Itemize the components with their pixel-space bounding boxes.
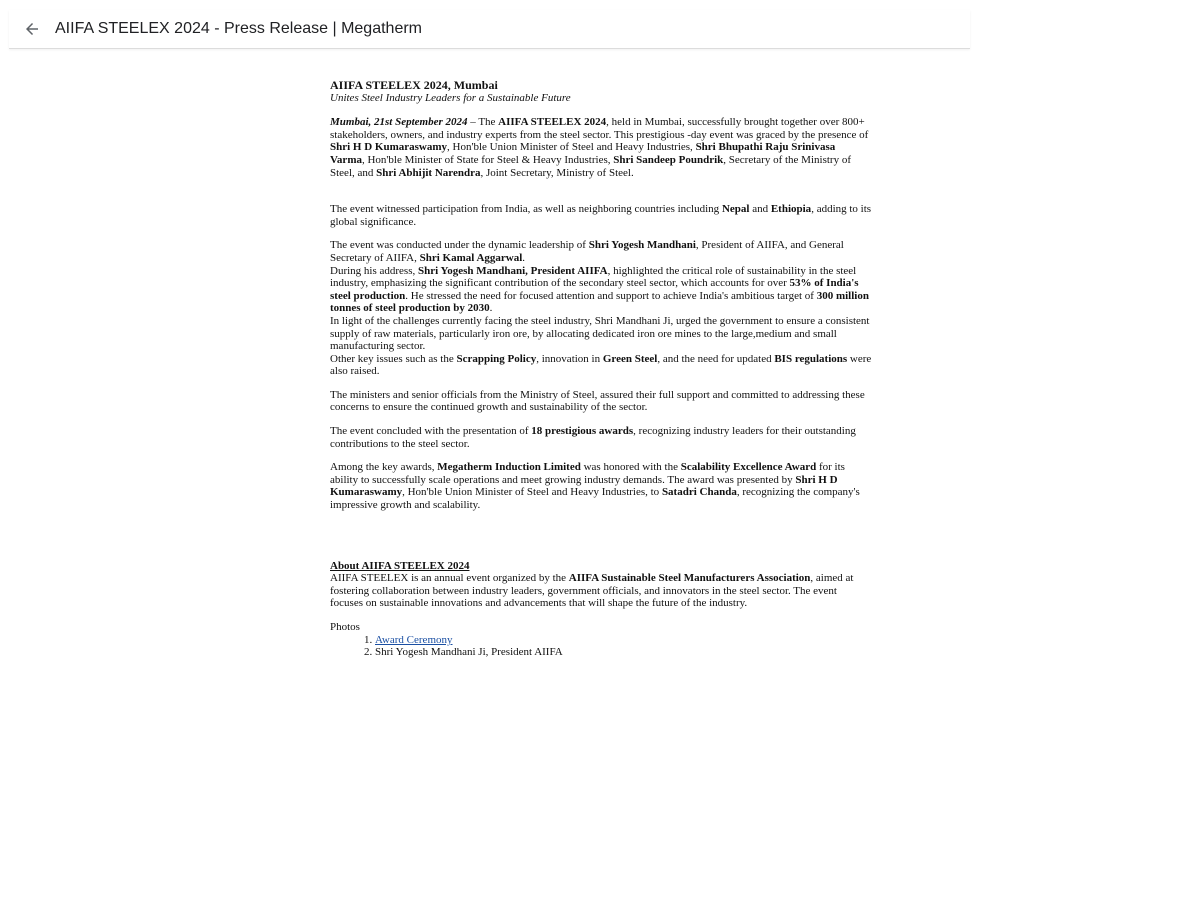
press-release-heading: AIIFA STEELEX 2024, Mumbai [330, 78, 498, 92]
document-toolbar [9, 10, 970, 49]
paragraph-key-issues: Other key issues such as the Scrapping Policy, innovation in Green Steel, and the need for updated BIS regulations were also raised. [330, 352, 872, 378]
press-release-subheading: Unites Steel Industry Leaders for a Sustainable Future [330, 91, 571, 104]
paragraph-intro: Mumbai, 21st September 2024 – The AIIFA STEELEX 2024, held in Mumbai, successfully brought together over 800+ stakeholders, owners, and industry experts from the steel sector. This prestigious -day event was graced by the presence of Shri H D Kumaraswamy, Hon'ble Union Minister of Steel and Heavy Industries, Shri Bhupathi Raju Srinivasa Varma, Hon'ble Minister of State for Steel & Heavy Industries, Shri Sandeep Poundrik, Secretary of the Ministry of Steel, and Shri Abhijit Narendra, Joint Secretary, Ministry of Steel. [330, 116, 869, 179]
paragraph-awards: The event concluded with the presentation of 18 prestigious awards, recognizing industry leaders for their outstanding contributions to the steel sector. [330, 425, 856, 450]
paragraph-ministers: The ministers and senior officials from the Ministry of Steel, assured their full support and committed to addressing these concerns to ensure the continued growth and sustainability of the sector. [330, 388, 865, 414]
paragraph-megatherm-award: Among the key awards, Megatherm Induction Limited was honored with the Scalability Excellence Award for its ability to successfully scale operations and meet growing industry demands. The award was presented by Shri H D Kumaraswamy, Hon'ble Union Minister of Steel and Heavy Industries, to Satadri Chanda, recognizing the company's impressive growth and scalability. [330, 461, 860, 512]
back-button[interactable] [18, 15, 46, 43]
list-item: 2. Shri Yogesh Mandhani Ji, President AIIFA [375, 646, 872, 659]
photos-label: Photos [330, 621, 360, 633]
photos-list [330, 634, 872, 659]
paragraph-challenges: In light of the challenges currently facing the steel industry, Shri Mandhani Ji, urged the government to ensure a consistent supply of raw materials, particularly iron ore, by allocating dedicated iron ore mines to the large,medium and small manufacturing sector. [330, 314, 870, 353]
paragraph-address: During his address, Shri Yogesh Mandhani, President AIIFA, highlighted the critical role of sustainability in the steel industry, emphasizing the significant contribution of the secondary steel sector, which accounts for over 53% of India's steel production. He stressed the need for focused attention and support to achieve India's ambitious target of 300 million tonnes of steel production by 2030. [330, 264, 869, 315]
arrow-back-icon [23, 20, 41, 38]
list-item [375, 634, 872, 647]
paragraph-leadership: The event was conducted under the dynamic leadership of Shri Yogesh Mandhani, President of AIIFA, and General Secretary of AIIFA, Shri Kamal Aggarwal. [330, 239, 844, 264]
about-heading: About AIIFA STEELEX 2024 [330, 559, 470, 572]
document-title: AIIFA STEELEX 2024 - Press Release | Megatherm [55, 20, 422, 37]
paragraph-participation: The event witnessed participation from India, as well as neighboring countries including Nepal and Ethiopia, adding to its global significance. [330, 203, 872, 228]
award-ceremony-link[interactable]: Award Ceremony [375, 633, 453, 646]
paragraph-about: AIIFA STEELEX is an annual event organized by the AIIFA Sustainable Steel Manufacturers Association, aimed at fostering collaboration between industry leaders, government officials, and innovators in the steel sector. The event focuses on sustainable innovations and advancements that will shape the future of the industry. [330, 572, 854, 610]
document-page [330, 79, 872, 659]
